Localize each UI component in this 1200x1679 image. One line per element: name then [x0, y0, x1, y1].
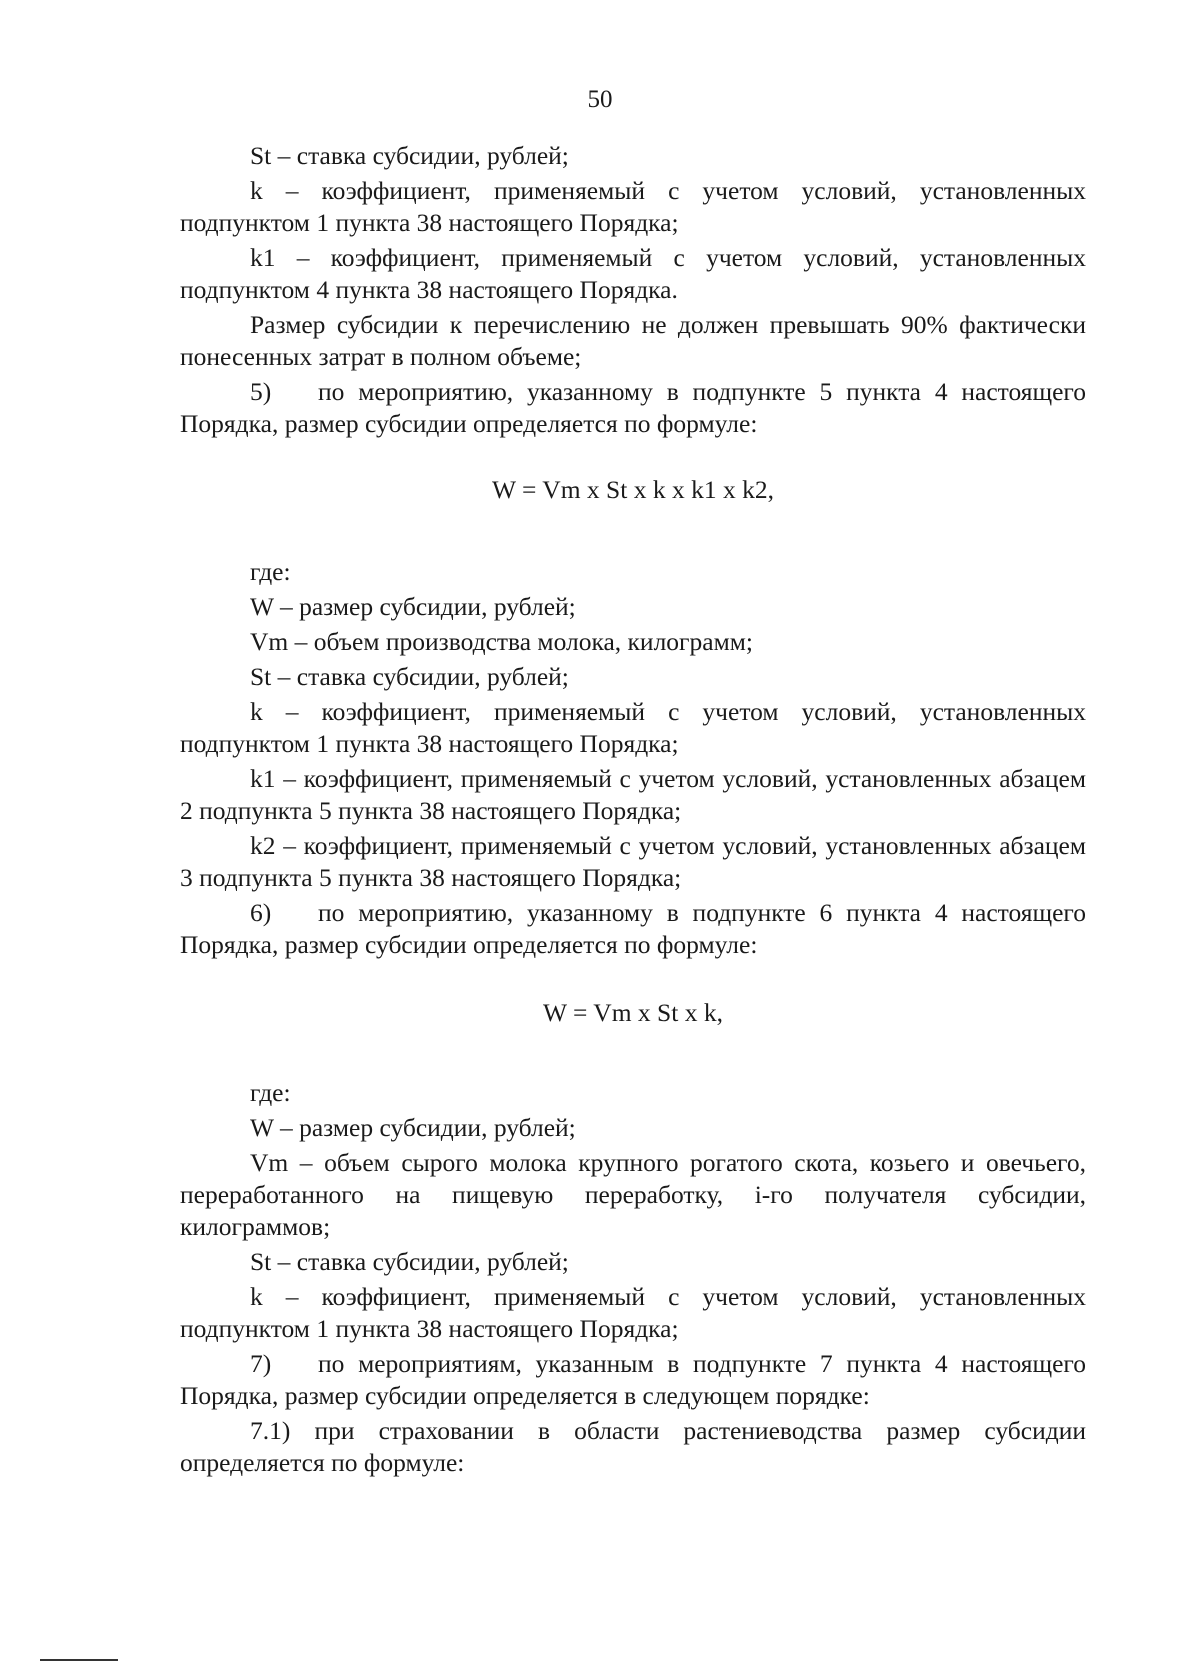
document-body: [180, 140, 1086, 1482]
formula: W = Vm x St x k,: [543, 998, 723, 1027]
list-item-5: [180, 376, 1086, 440]
paragraph: W – размер субсидии, рублей;: [250, 1113, 576, 1142]
list-item-7: [180, 1348, 1086, 1412]
paragraph: Vm – объем сырого молока крупного рогатого скота, козьего и овечьего, переработанного на пищевую переработку, i-го получателя субсидии, килограммов;: [180, 1148, 1086, 1241]
paragraph: W – размер субсидии, рублей;: [250, 592, 576, 621]
formula: W = Vm x St x k x k1 x k2,: [492, 475, 774, 504]
paragraph: k1 – коэффициент, применяемый с учетом условий, установленных абзацем 2 подпункта 5 пункта 38 настоящего Порядка;: [180, 764, 1086, 825]
paragraph: St – ставка субсидии, рублей;: [250, 141, 569, 170]
list-item-text: по мероприятиям, указанным в подпункте 7 пункта 4 настоящего Порядка, размер субсидии определяется в следующем порядке:: [180, 1349, 1086, 1410]
paragraph: где:: [250, 557, 291, 586]
paragraph: k – коэффициент, применяемый с учетом условий, установленных подпунктом 1 пункта 38 настоящего Порядка;: [180, 1282, 1086, 1343]
paragraph: Размер субсидии к перечислению не должен превышать 90% фактически понесенных затрат в полном объеме;: [180, 310, 1086, 371]
paragraph: Vm – объем производства молока, килограмм;: [250, 627, 753, 656]
paragraph: St – ставка субсидии, рублей;: [250, 662, 569, 691]
list-item-number: 6): [250, 898, 272, 927]
page-number: 50: [587, 86, 613, 113]
paragraph: k – коэффициент, применяемый с учетом условий, установленных подпунктом 1 пункта 38 настоящего Порядка;: [180, 176, 1086, 237]
footer-rule: [40, 1659, 118, 1661]
paragraph: St – ставка субсидии, рублей;: [250, 1247, 569, 1276]
list-item-number: 5): [250, 377, 272, 406]
list-item-number: 7): [250, 1349, 272, 1378]
paragraph: k – коэффициент, применяемый с учетом условий, установленных подпунктом 1 пункта 38 настоящего Порядка;: [180, 697, 1086, 758]
paragraph: где:: [250, 1078, 291, 1107]
paragraph: k2 – коэффициент, применяемый с учетом условий, установленных абзацем 3 подпункта 5 пункта 38 настоящего Порядка;: [180, 831, 1086, 892]
list-item-6: [180, 897, 1086, 961]
paragraph: k1 – коэффициент, применяемый с учетом условий, установленных подпунктом 4 пункта 38 настоящего Порядка.: [180, 243, 1086, 304]
list-item-text: по мероприятию, указанному в подпункте 6 пункта 4 настоящего Порядка, размер субсидии определяется по формуле:: [180, 898, 1086, 959]
list-item-text: по мероприятию, указанному в подпункте 5 пункта 4 настоящего Порядка, размер субсидии определяется по формуле:: [180, 377, 1086, 438]
list-item-7-1: 7.1) при страховании в области растениеводства размер субсидии определяется по формуле:: [180, 1416, 1086, 1477]
